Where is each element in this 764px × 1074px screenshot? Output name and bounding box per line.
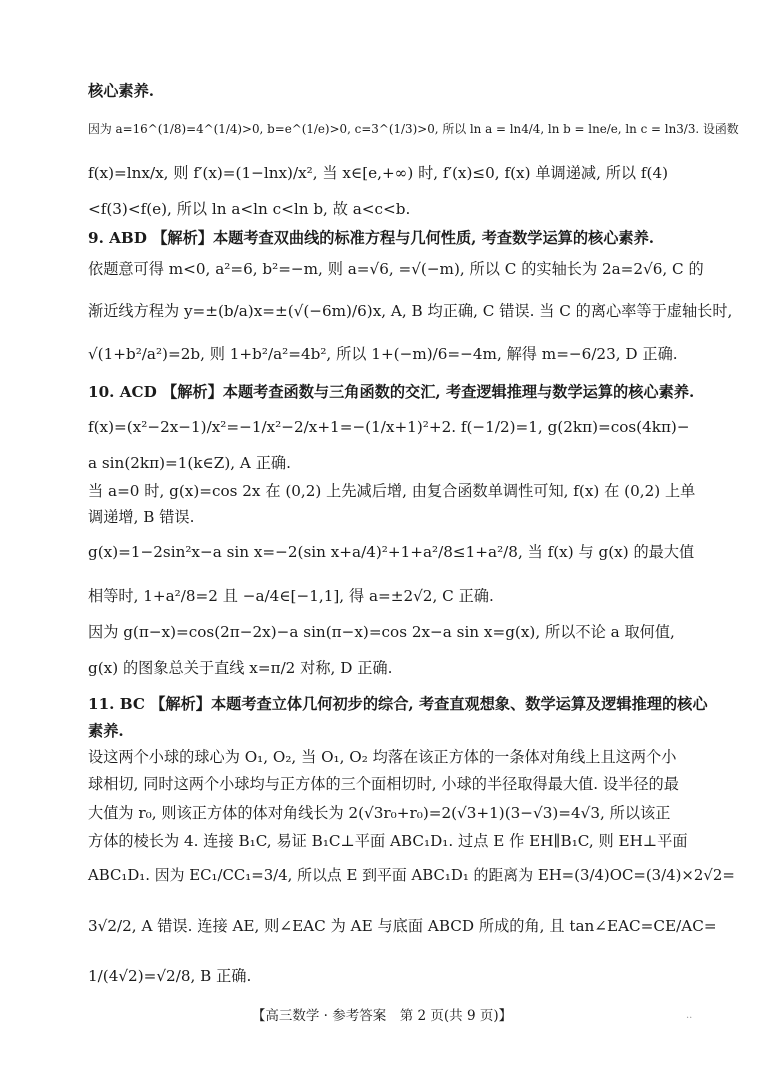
text-line: 设这两个小球的球心为 O₁, O₂, 当 O₁, O₂ 均落在该正方体的一条体对角线上且这两个小 <box>88 748 677 766</box>
text-line: 球相切, 同时这两个小球均与正方体的三个面相切时, 小球的半径取得最大值. 设半径的最 <box>88 775 679 793</box>
page-footer: 【高三数学 · 参考答案 第 2 页(共 9 页)】 <box>251 1008 513 1024</box>
text-line: 渐近线方程为 y=±(b/a)x=±(√(−6m)/6)x, A, B 均正确, C 错误. 当 C 的离心率等于虚轴长时, <box>88 302 733 320</box>
answer-heading-11: 11. BC 【解析】本题考查立体几何初步的综合, 考查直观想象、数学运算及逻辑推理的核心 <box>88 695 708 713</box>
text-line: f(x)=lnx/x, 则 f′(x)=(1−lnx)/x², 当 x∈[e,+∞) 时, f′(x)≤0, f(x) 单调递减, 所以 f(4) <box>88 164 669 182</box>
text-line: 因为 a=16^(1/8)=4^(1/4)>0, b=e^(1/e)>0, c=3^(1/3)>0, 所以 ln a = ln4/4, ln b = lne/e, ln c = ln3/3. 设函数 <box>88 122 739 136</box>
text-line: a sin(2kπ)=1(k∈Z), A 正确. <box>88 454 291 472</box>
text-line: 大值为 r₀, 则该正方体的体对角线长为 2(√3r₀+r₀)=2(√3+1)(3−√3)=4√3, 所以该正 <box>88 804 671 822</box>
text-line: <f(3)<f(e), 所以 ln a<ln c<ln b, 故 a<c<b. <box>88 200 411 218</box>
text-line: 调递增, B 错误. <box>88 508 195 526</box>
text-line: 方体的棱长为 4. 连接 B₁C, 易证 B₁C⊥平面 ABC₁D₁. 过点 E 作 EH∥B₁C, 则 EH⊥平面 <box>88 832 688 850</box>
text-line: √(1+b²/a²)=2b, 则 1+b²/a²=4b², 所以 1+(−m)/6=−4m, 解得 m=−6/23, D 正确. <box>88 345 678 363</box>
text-line: 核心素养. <box>88 82 155 100</box>
text-line: 3√2/2, A 错误. 连接 AE, 则∠EAC 为 AE 与底面 ABCD 所成的角, 且 tan∠EAC=CE/AC= <box>88 917 717 935</box>
text-line: 素养. <box>88 722 124 740</box>
text-line: f(x)=(x²−2x−1)/x²=−1/x²−2/x+1=−(1/x+1)²+2. f(−1/2)=1, g(2kπ)=cos(4kπ)− <box>88 418 690 436</box>
text-line: 当 a=0 时, g(x)=cos 2x 在 (0,2) 上先减后增, 由复合函数单调性可知, f(x) 在 (0,2) 上单 <box>88 482 696 500</box>
text-line: g(x) 的图象总关于直线 x=π/2 对称, D 正确. <box>88 659 393 677</box>
text-line: 相等时, 1+a²/8=2 且 −a/4∈[−1,1], 得 a=±2√2, C 正确. <box>88 587 494 605</box>
text-line: 因为 g(π−x)=cos(2π−2x)−a sin(π−x)=cos 2x−a sin x=g(x), 所以不论 a 取何值, <box>88 623 675 641</box>
text-line: 依题意可得 m<0, a²=6, b²=−m, 则 a=√6, =√(−m), 所以 C 的实轴长为 2a=2√6, C 的 <box>88 260 704 278</box>
corner-mark: .. <box>686 1010 693 1021</box>
text-line: g(x)=1−2sin²x−a sin x=−2(sin x+a/4)²+1+a²/8≤1+a²/8, 当 f(x) 与 g(x) 的最大值 <box>88 543 695 561</box>
text-line: ABC₁D₁. 因为 EC₁/CC₁=3/4, 所以点 E 到平面 ABC₁D₁ 的距离为 EH=(3/4)OC=(3/4)×2√2= <box>88 866 735 884</box>
text-line: 1/(4√2)=√2/8, B 正确. <box>88 967 252 985</box>
answer-heading-10: 10. ACD 【解析】本题考查函数与三角函数的交汇, 考查逻辑推理与数学运算的核心素养. <box>88 383 695 401</box>
answer-heading-9: 9. ABD 【解析】本题考查双曲线的标准方程与几何性质, 考查数学运算的核心素养. <box>88 229 655 247</box>
